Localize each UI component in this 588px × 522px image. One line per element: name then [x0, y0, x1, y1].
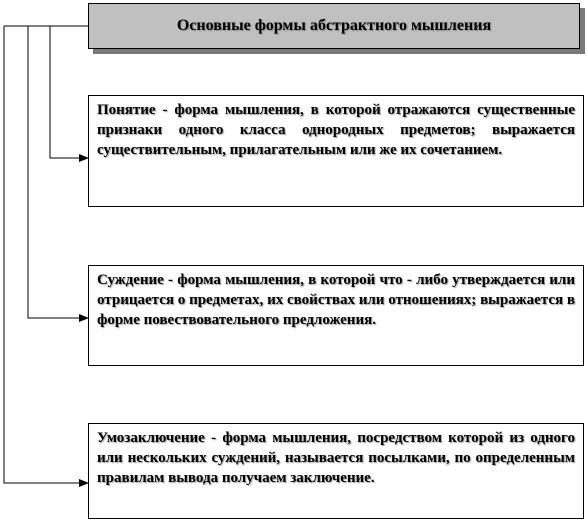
judgment-definition: - форма мышления, в которой что - либо утверждается или отрицается о предметах, их свойствах или отношениях; выражается в форме повествовательного предложения.: [97, 272, 575, 328]
concept-term: Понятие: [97, 102, 156, 118]
inference-term: Умозаключение: [97, 430, 205, 446]
inference-box: [88, 423, 584, 519]
connector-to-judgment: [28, 26, 88, 318]
connector-to-concept: [50, 26, 88, 158]
judgment-term: Суждение: [97, 272, 164, 288]
judgment-box: [88, 265, 584, 366]
diagram-title: [88, 3, 580, 49]
inference-definition: - форма мышления, посредством которой из одного или нескольких суждений, называется посылками, по определенным правилам вывода получаем заключение.: [97, 430, 575, 486]
diagram-title-text: Основные формы абстрактного мышления: [176, 17, 492, 34]
connector-to-inference: [4, 26, 88, 483]
concept-box: [88, 95, 584, 207]
concept-definition: - форма мышления, в которой отражаются существенные признаки одного класса однородных предметов; выражается существительным, прилагательным или же их сочетанием.: [97, 102, 575, 158]
